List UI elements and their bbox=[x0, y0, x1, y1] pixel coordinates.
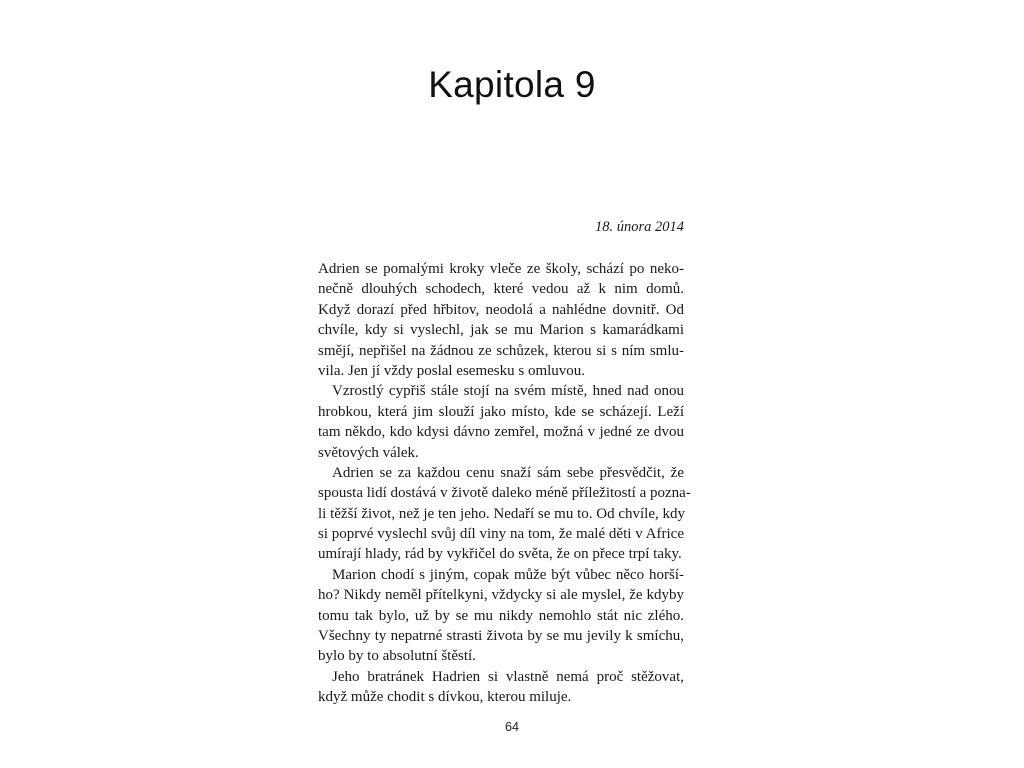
text-line: Všechny ty nepatrné strasti života by se mu jevily k smíchu, bbox=[318, 628, 684, 645]
text-line: Adrien se pomalými kroky vleče ze školy, schází po neko- bbox=[318, 261, 684, 277]
text-line: vila. Jen jí vždy poslal esemesku s omluvou. bbox=[318, 362, 586, 379]
text-line: spousta lidí dostává v životě daleko méně příležitostí a pozna- bbox=[318, 485, 691, 502]
chapter-date: 18. února 2014 bbox=[594, 219, 684, 235]
page-number: 64 bbox=[505, 720, 519, 734]
text-line: hrobkou, která jim slouží jako místo, kde se scházejí. Leží bbox=[318, 403, 684, 420]
text-line: Marion chodí s jiným, copak může být vůbec něco horší- bbox=[332, 566, 684, 583]
text-line: li těžší život, než je ten jeho. Nedaří se mu to. Od chvíle, kdy bbox=[318, 505, 685, 522]
text-line: Vzrostlý cypřiš stále stojí na svém místě, hned nad onou bbox=[332, 383, 684, 400]
text-line: ho? Nikdy neměl přítelkyni, vždycky si ale myslel, že kdyby bbox=[318, 587, 684, 604]
text-line: světových válek. bbox=[318, 444, 419, 461]
text-line: chvíle, kdy si vyslechl, jak se mu Marion s kamarádkami bbox=[318, 322, 684, 339]
text-line: Když dorazí před hřbitov, neodolá a nahlédne dovnitř. Od bbox=[318, 301, 684, 318]
chapter-title: Kapitola 9 bbox=[428, 64, 596, 105]
text-line: Adrien se za každou cenu snaží sám sebe přesvědčit, že bbox=[332, 464, 684, 481]
text-line: smějí, nepřišel na žádnou ze schůzek, kterou si s ním smlu- bbox=[318, 342, 684, 359]
text-line: tomu tak bylo, už by se mu nikdy nemohlo stát nic zlého. bbox=[318, 607, 684, 624]
chapter-body bbox=[318, 259, 691, 708]
text-line: umírají hlady, rád by vykřičel do světa, že on přece trpí taky. bbox=[318, 546, 682, 563]
text-line: tam někdo, kdo kdysi dávno zemřel, možná v jedné ze dvou bbox=[318, 424, 684, 441]
text-line: si poprvé vyslechl svůj díl viny na tom, že malé děti v Africe bbox=[318, 526, 684, 543]
text-line: bylo by to absolutní štěstí. bbox=[318, 648, 476, 665]
text-line: Jeho bratránek Hadrien si vlastně nemá proč stěžovat, bbox=[332, 668, 684, 685]
text-line: nečně dlouhých schodech, které vedou až k nim domů. bbox=[318, 281, 684, 298]
text-line: když může chodit s dívkou, kterou miluje. bbox=[318, 689, 572, 706]
